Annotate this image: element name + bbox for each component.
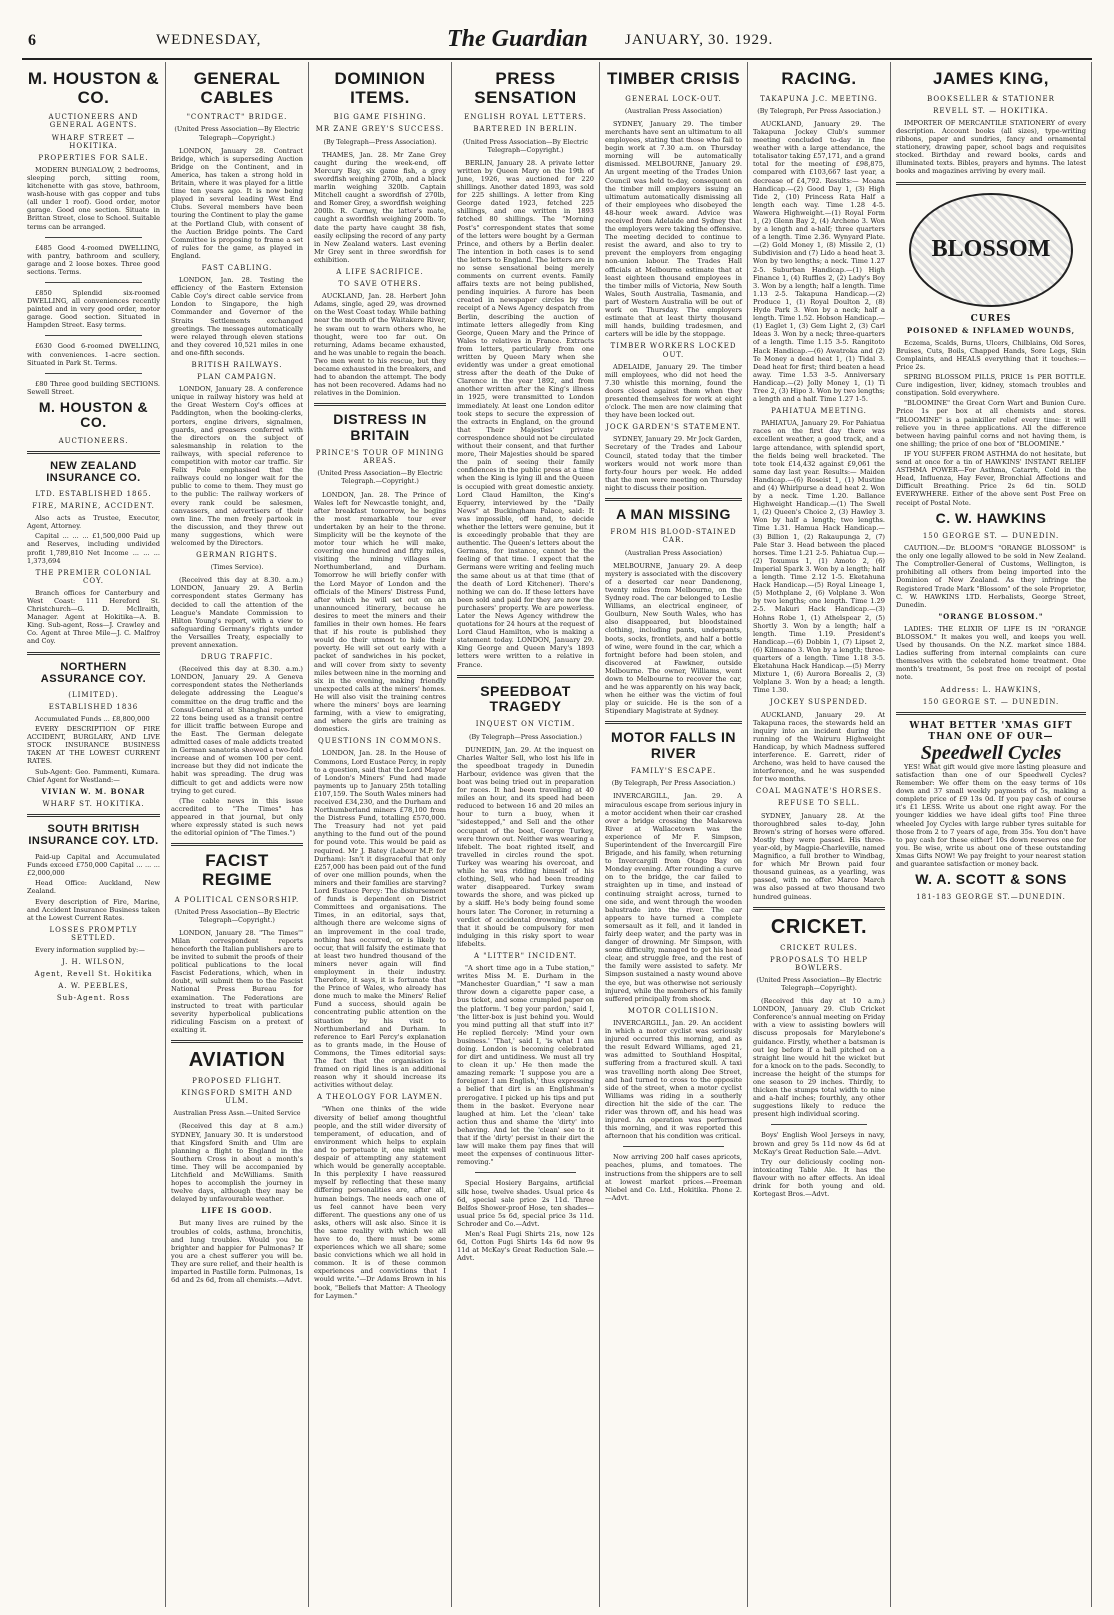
auctioneers-label: AUCTIONEERS. xyxy=(58,436,129,445)
article-subheading: QUESTIONS IN COMMONS. xyxy=(317,737,443,746)
article-text: AUCKLAND, January 29. The Takapuna Jockey Club's summer meeting concluded to-day in fine weather with a large attendance, the totalisator taking £57,171, and a grand total for the meeting of £98,875, compared with £103,667 last year, a decrease of £4,792. Results:— Moana Handicap.—(2) Good Day 1, (3) High Tide 2, (10) Princess Rata Half a length each way. Time 1.28 4-5. Wawera Highweight.—(1) Royal Form 1, (2) Glenn Bay 2, (4) Archeno 3. Won by a length and a-half; three quarters of a length. Time 2.36. Wynyard Plate.—(2) Gold Money 1, (8) Missile 2, (1) Subdivision and (7) Lido a head heat 3. Won by two lengths; a neck. Time 1.27 2-5. Suburban Handicap.—(1) High Finance 1, (4) Ruffles 2, (2) Lady's Boy 3. Won by a length; half a length. Time 1.13 2-5. Takapuna Handicap.—(2) Produce 1, (1) Royal Doulton 2, (8) Hyde Park 3. Won by a neck; half a length. Time 1.52. Hobson Handicap.—(1) Eaglet 1, (3) Gem Light 2, (3) Carl Ideas 3. Won by a neck; three-quarters of a length. Time 1.15 3-5. Rangitoto Hack Handicap.—(6) Awatroka and (2) Te Money a dead heat 1, (1) Tidal 3. Dead heat for first; third beaten a head away. Time 1.53 3-5. Anniversary Handicap.—(2) Jolly Money 1, (1) Ti Tree 2, (3) Hipo 3. Won by two lengths; a length and a half. Time 1.27 1-5. xyxy=(753,119,885,404)
property-listing: MODERN BUNGALOW, 2 bedrooms, sleeping porch, sitting room, kitchenette with gas stove, bathroom, wash-house with gas copper and tubs (all under 1 roof). Good order, motor garage. Good one section. Situate in Brittan Street, close to School. Suitable terms can be arranged. xyxy=(27,165,160,231)
masthead-month: JANUARY, xyxy=(625,32,704,48)
article-text: LONDON, Jan. 28. The Prince of Wales left for Newcastle tonight, and, after breakfast tomorrow, he begins the most remarkable tour ever undertaken by an heir to the throne. Simplicity will be the keynote of the motor tour which he will make, covering one hundred and fifty miles, visiting the mining villages in Northumberland, and Durham. Tomorrow he will briefly confer with the Lord Mayor of London and the officials of the Miners' Distress Fund, after which he will set out on an unannounced itinerary, because he desires to meet the miners and their families in their own homes. He fears that if his route is published they would do their utmost to hide their poverty. He will set out early with a packet of sandwiches in his pocket, and will cover from sixty to seventy miles between nine in the morning and six in the evening, making friendly unexpected calls at the miners' homes. He will also visit the training centres where the miners' boys are learning farming, with a view to emigrating, and where the girls are training as domestics. xyxy=(314,490,446,734)
bookseller-text: IMPORTER OF MERCANTILE STATIONERY of every description. Account books (all sizes), type-writing ribbons, paper and sundries, fancy and ornamental stationery, drawing paper, school bags and requisites stocked. Birthday and reward books, cards and illuminated texts. Bibles, prayers and hymns. The latest books and magazines arriving by every mail. xyxy=(896,118,1086,176)
speedboat-heading: SPEEDBOAT TRAGEDY xyxy=(480,682,571,715)
press-credit: (By Telegraph, Per Press Association.) xyxy=(611,779,736,788)
article-subheading: BRITISH RAILWAYS. xyxy=(191,361,283,369)
logo-text: BLOSSOM xyxy=(931,236,1051,263)
established-label: LTD. ESTABLISHED 1865. xyxy=(35,489,152,498)
houston-subheading: AUCTIONEERS AND GENERAL AGENTS. xyxy=(48,113,139,130)
article-text: INVERCARGILL, Jan. 29. An accident in which a motor cyclist was seriously injured occurred this morning, and as the result Edward Williams, aged 21, was admitted to Southland Hospital, suffering from a fractured skull. A taxi was travelling north along Dee Street, and had turned to cross to the opposite side of the street, when a motor cyclist Williams was riding in a southerly direction hit the side of the car. The rider was thrown off, and his head was injured. An operation was performed this morning, and it was reported this afternoon that his condition was critical. xyxy=(605,1018,742,1141)
article-subheading: FROM HIS BLOOD-STAINED CAR. xyxy=(610,528,737,545)
article-text: (Received this day at 10 a.m.) LONDON, January 29. Club Cricket Conference's annual meeting on Friday with a view to assisting bowlers will discuss proposals for Marylebone's guidance. Firstly, whether a batsman is out leg before if a ball pitched on a straight line would hit the wicket but for a knock on to the pads. Secondly, to increase the height of the stumps for one season to 29 inches. Thirdly, to thicken the stumps total width to nine and a-half inches; fourthly, any other suggestions likely to reduce the present high individual scoring. xyxy=(753,997,886,1119)
article-subheading: PLAN CAMPAIGN. xyxy=(197,373,277,382)
scott-sons-name: W. A. SCOTT & SONS xyxy=(915,871,1067,888)
agent-name: VIVIAN W. M. BONAR xyxy=(41,786,146,796)
scott-sons-address: 181-183 GEORGE ST.—DUNEDIN. xyxy=(916,893,1066,902)
article-subheading: ENGLISH ROYAL LETTERS. xyxy=(464,113,587,122)
press-credit: (By Telegraph, Per Press Association.) xyxy=(757,106,881,115)
press-credit: (By Telegraph—Press Association.) xyxy=(468,732,583,741)
press-credit: Australian Press Assn.—United Service xyxy=(173,1109,301,1118)
article-text: AUCKLAND, January 29. At Takapuna races, the stewards held an inquiry into an incident during the running of the Wairuru Highweight Handicap, by which Madness suffered interference. E. Garrett, rider of Archeno, was held to have caused the interference, and he was suspended for two months. xyxy=(753,710,885,784)
houston-heading-2: M. HOUSTON & CO. xyxy=(38,398,149,431)
cricket-heading: CRICKET. xyxy=(770,915,868,938)
address-label: Address: L. HAWKINS, xyxy=(940,685,1042,694)
article-subheading: DRUG TRAFFIC. xyxy=(200,653,274,662)
asthma-text: IF YOU SUFFER FROM ASTHMA do not hesitate, but send at once for a tin of HAWKINS' INSTANT RELIEF ASTHMA POWER—For Asthma, Catarrh, Cold in the Head, Influenza, Hay Fever, Bronchial Affections and Difficult Breathing. Price 2s 6d tin. SOLD EVERYWHERE. Either of the above sent Post Free on receipt of Postal Note. xyxy=(896,449,1086,507)
article-subheading: A POLITICAL CENSORSHIP. xyxy=(174,895,300,904)
press-credit: (United Press Association—By Electric Telegraph.—Copyright.) xyxy=(317,469,443,486)
article-subheading: GERMAN RIGHTS. xyxy=(196,551,278,560)
advert-text: Special Hosiery Bargains, artificial silk hose, twelve shades. Usual price 4s 6d, special sale price 2s 11d. Three Belfos Shower-proof Hose, ten shades—usual price 5s 6d, special price 3s 11d. Schroder and Co.—Advt. xyxy=(457,1179,594,1228)
article-subheading: REFUSE TO SELL. xyxy=(777,799,861,808)
article-text: SYDNEY, January 28. At the thoroughbred sales to-day, John Brown's string of horses were offered. Mostly they were passed. His three-year-old, by Magpie-Charleville, named Magnifico, a full brother to Windbag, for which Mr Brown paid four thousand guineas, as a yearling, was passed, with no offer. Marco March was also passed at two thousand two hundred guineas. xyxy=(753,811,885,901)
northern-assurance-heading: NORTHERN ASSURANCE COY. xyxy=(40,660,147,685)
caution-text: CAUTION.—Dr. BLOOM'S "ORANGE BLOSSOM" is the only one legally allowed to be sold in New Zealand. The Comptroller-General of Customs, Wellington, is prohibiting all others from being imported into the Dominion of New Zealand. As they infringe the Registered Trade Mark "Blossom" of the sole Proprietor, C. W. HAWKINS LTD. Herbalists, George Street, Dunedin. xyxy=(896,544,1086,609)
advert-text: Men's Real Fugi Shirts 21s, now 12s 6d, Cotton Fugi Shirts 14s 6d now 9s 11d at McKay's Great Reduction Sale.—Advt. xyxy=(457,1229,594,1263)
insurance-text: Every description of Fire, Marine, and Accident Insurance Business taken at the Lowest Current Rates. xyxy=(27,897,160,922)
press-credit: (United Press Association—By Electric Telegraph—Copyright.) xyxy=(174,907,300,924)
cures-label: CURES xyxy=(970,313,1012,324)
article-text: SYDNEY, January 29. Mr Jock Garden, Secretary of the Trades and Labour Council, stated today that the timber workers would not work more than forty-four hours per week. He added that the men were meeting on Thursday night to discuss their position. xyxy=(605,435,742,492)
agent-address: Sub-Agent. Ross xyxy=(56,994,131,1003)
address-label: 150 GEORGE ST. — DUNEDIN. xyxy=(922,697,1060,706)
article-subheading: JOCKEY SUSPENDED. xyxy=(770,698,868,707)
premier-label: THE PREMIER COLONIAL COY. xyxy=(35,568,152,585)
article-subheading: MR ZANE GREY'S SUCCESS. xyxy=(315,125,445,134)
press-sensation-heading: PRESS SENSATION xyxy=(474,69,577,107)
losses-label: LOSSES PROMPTLY SETTLED. xyxy=(49,925,138,942)
article-subheading: KINGSFORD SMITH AND ULM. xyxy=(181,1089,293,1106)
hawkins-address: 150 GEORGE ST. — DUNEDIN. xyxy=(922,531,1060,540)
properties-heading: PROPERTIES FOR SALE. xyxy=(38,153,149,162)
head-office-text: Head Office: Auckland, New Zealand. xyxy=(27,879,160,896)
advert-text: Try our deliciously cooling non-intoxicating Table Ale. It has the flavour with no after effects. An ideal drink for both young and old. Kortegast Bros.—Advt. xyxy=(753,1157,885,1199)
article-subheading: BIG GAME FISHING. xyxy=(333,113,427,122)
column-4 xyxy=(452,62,600,1607)
property-listing: £630 Good 6-roomed DWELLING, with conveniences. 1-acre section. Situated in Park St. Terms. xyxy=(27,342,160,367)
article-subheading: PAHIATUA MEETING. xyxy=(771,407,867,416)
article-subheading: GENERAL LOCK-OUT. xyxy=(625,94,722,103)
article-subheading: PROPOSED FLIGHT. xyxy=(192,1077,282,1086)
funds-text: Accumulated Funds ... £8,800,000 xyxy=(35,714,150,723)
james-king-heading: JAMES KING, xyxy=(932,69,1050,88)
press-credit: (United Press Association—By Electric Telegraph—Copyright.) xyxy=(462,137,589,154)
pills-text: SPRING BLOSSOM PILLS, PRICE 1s PER BOTTLE. Cure indigestion, liver, kidney, stomach troubles and constipation. Sold everywhere. xyxy=(896,373,1086,398)
agent-address: WHARF ST. HOKITIKA. xyxy=(42,799,145,808)
orange-blossom-label: "ORANGE BLOSSOM." xyxy=(938,611,1044,621)
agent-name: J. H. WILSON, xyxy=(61,958,126,967)
article-subheading: PROPOSALS TO HELP BOWLERS. xyxy=(770,955,868,972)
article-text: DUNEDIN, Jan. 29. At the inquest on Charles Walter Sell, who lost his life in the speedboat tragedy in Dunedin Harbour, evidence was given that the boat was being tried out in preparation for races. It had been travelling at 40 miles an hour, and its speed had been reduced to between 16 and 20 miles an hour to turn a buoy, when it "sidestepped," and Sell and the other occupant of the boat, George Turkey, were thrown out. Neither was wearing a lifebelt. The boat righted itself, and travelled in circles round the spot. Turkey was wearing his overcoat, and while he was ridding himself of his clothing, Sell, who had been treading water disappeared. Turkey swam towards the shore, and was picked up by a skiff. He's body being found some hours later. The Coroner, in returning a verdict of accidental drowning, stated that it should be compulsory for men indulging in this risky sport to wear lifebelts. xyxy=(457,745,594,948)
article-text: (Received this day at 8.30. a.m.) LONDON, January 29. A Geneva correspondent states the Netherlands delegate addressing the League's committee on the drug traffic and the Consul-General at Shanghai reported 22 tons being used as a transit centre for illicit traffic between Europe and the East. The German delegate admitted cases of male addicts treated in German sanatoria showed a two-fold increase and of women 100 per cent. increase but they did not indicate the habit was spreading. The drug was difficult to get and addicts were now trying to get cured. xyxy=(171,665,303,795)
timber-crisis-heading: TIMBER CRISIS xyxy=(606,69,741,88)
xmas-gift-label: WHAT BETTER 'XMAS GIFT THAN ONE OF OUR— xyxy=(909,720,1073,742)
newspaper-title: The Guardian xyxy=(447,26,588,52)
racing-heading: RACING. xyxy=(781,69,857,88)
article-subheading: A "LITTER" INCIDENT. xyxy=(474,951,577,960)
masthead-day: WEDNESDAY, xyxy=(156,32,262,48)
page-number: 6 xyxy=(28,32,37,49)
houston-heading: M. HOUSTON & CO. xyxy=(27,69,160,107)
bloomine-text: "BLOOMINE" the Great Corn Wart and Bunion Cure. Price 1s per box at all chemists and stores. "BLOOMINE" is a painkiller relief every time: it will relieve you in three applications. All the difference between having painful corns and not having them, is one shilling; the price of one box of "BLOOMINE." xyxy=(896,399,1086,448)
press-credit: (Australian Press Association) xyxy=(624,548,723,557)
press-credit: (Times Service). xyxy=(210,563,264,572)
article-text: (Received this day at 8 a.m.) SYDNEY, January 30. It is understood that Kingsford Smith and Ulm are planning a flight to England in the Southern Cross in about a month's time. They will be accompanied by Litchfield and McWilliams. Smith hopes to accomplish the journey in twelve days, although they may be delayed by unfavourable weather. xyxy=(171,1122,303,1204)
article-text: LONDON, Jan. 28. Testing the efficiency of the Eastern Extension Cable Coy's direct cable service from London to Singapore, the high Commander and Governor of the Straits Settlements exchanged greetings. The messages automatically were relayed through eleven stations and they covered 10,521 miles in one and one-fifth seconds. xyxy=(171,276,303,357)
agent-address: Agent, Revell St. Hokitika xyxy=(34,970,153,979)
column-3 xyxy=(309,62,452,1607)
article-text: MELBOURNE, January 29. A deep mystery is associated with the discovery of a deserted car near Dandenong, twenty miles from Melbourne, on the Sydney road. The car belonged to Leslie Williams, an electrical engineer, of Goulburn, New South Wales, who has also disappeared, but bloodstained clothing, including pants, underpants, boots, socks, frontlets, and half a bottle of wine, were found in the car, which a fortnight before had been stolen, and discovered at Fawkner, outside Melbourne. The owner, Williams, went down to Melbourne to recover the car, and he was apparently on his way back, when he either was the victim of foul play or suicide. He is the son of a Stipendiary Magistrate at Sydney. xyxy=(605,561,742,716)
article-subheading: TIMBER WORKERS LOCKED OUT. xyxy=(610,342,737,359)
article-text: PAHIATUA, January 29. For Pahiatua races on the first day there was excellent weather, a good track, and a large attendance, with splendid sport, the fields being well bracketed. The tote took £14,432 against £9,061 the same day last year. Results:— Maiden Handicap.—(6) Roseist 1, (1) Mustine and (4) Whirlpurse a dead heat 2. Won by a neck. Time 1.20. Ballance Highweight Handicap.—(1) The Swell 1, (2) Queen's Choice 2, (3) Hawley 3. Won by half a length; two lengths. Time 1.31. Hamua Hack Handicap.—(3) Billion 1, (2) Rakaupunga 2, (7) Pale Star 3. Head between the placed horses. Time 1.21 2-5. Pahiatua Cup.—(2) Toxumus 1, (1) Amoto 2, (6) Imperial Spark 3. Won by a length; half a length. Time 2.12 1-5. Eketahuna Hack Handicap.—(5) Royal Lineage 1, (5) Mothplane 2, (6) Volplane 3. Won by two lengths; one length. Time 1.29 2-5. Makuri Hack Handicap.—(3) Hohns Robe 1, (1) Athelspear 2, (5) Shortly 3. Won by a length; half a length. Time 1.19. President's Handicap.—(6) Dobbin 1, (7) Lipset 2, (6) Kilmeano 3. Won by a length; three-quarters of a length. Time 1.18 3-5. Eketahuna Hack Handicap.—(5) Merry Mixture 1, (6) Aurora Borealis 2, (3) Volplane 3. Won by a head; a length. Time 1.30. xyxy=(753,419,885,695)
property-listing: £80 Three good building SECTIONS. Sewell Street. xyxy=(27,379,160,396)
article-subheading: FAMILY'S ESCAPE. xyxy=(630,767,717,776)
column-2 xyxy=(166,62,309,1607)
masthead xyxy=(22,24,1092,60)
article-subheading: "CONTRACT" BRIDGE. xyxy=(186,113,288,122)
article-subheading: A LIFE SACRIFICE. xyxy=(336,267,424,276)
article-text: "A short time ago in a Tube station," writes Miss M. E. Durham in the "Manchester Guardian," "I saw a man throw down a cigarette paper case, a bus ticket, and some crumpled paper on the platform. 'I beg your pardon,' said I, 'the litter-box is just behind you. Would you mind putting all that stuff into it?' He replied fiercely: 'Mind your own business.' 'That,' said I, 'is what I am doing. London is becoming celebrated for dirt and untidiness. We must all try to clean it up.' He then made the amazing remark: 'I suppose you are a foreigner. I am English,' thus expressing a belief that dirt is an Englishman's prerogative. I picked up his tips and put them in the basket. Everyone near laughed at him. Let the 'clean' take action thus and shame the 'dirty' into behaving. And let the 'clean' see to it that if the 'dirty' persist in their dirt the law will make them pay fines that will meet the expenses of continuous litter-removing." xyxy=(457,964,594,1167)
article-text: (The cable news in this issue accredited to "The Times" has appeared in that journal, but only where expressly stated is such news the editorial opinion of "The Times.") xyxy=(171,796,303,838)
column-6 xyxy=(748,62,891,1607)
insurance-text: EVERY DESCRIPTION OF FIRE ACCIDENT, BURGLARY, AND LIVE STOCK INSURANCE BUSINESS TAKEN AT THE LOWEST CURRENT RATES. xyxy=(27,725,160,766)
column-5 xyxy=(600,62,748,1607)
facist-regime-heading: FACIST REGIME xyxy=(201,851,273,889)
insurance-text: Also acts as Trustee, Executor, Agent, Attorney. xyxy=(27,514,160,531)
article-subheading: MOTOR COLLISION. xyxy=(627,1006,720,1015)
article-text: INVERCARGILL, Jan. 29. A miraculous escape from serious injury in a motor accident when their car crashed over a bridge crossing the Makarewa River at Wallacetown was the experience of Mr F. Simpson, Superintendent of the Invercargill Fire Brigade, and his family, when returning to Invercargill from Otago Bay on Monday evening. After rounding a curve on to the bridge, the car failed to straighten up in time, and instead of continuing straight across, turned to one side, and went through the wooden balustrade into the river. The car appears to have turned a complete somersault as it fell, and it landed in fairly deep water, and the party was in danger of drowning. Mr Simpson, with some difficulty, managed to get his head clear, and struggle free, and the rest of the family were assisted to safety. Mr Simpson sustained a nasty wound above the eye, but was otherwise not seriously injured, while the members of his family suffered principally from shock. xyxy=(605,792,742,1003)
ladies-text: LADIES: THE ELIXIR OF LIFE IS IN "ORANGE BLOSSOM." It makes you well, and keeps you well. Used by thousands. On the N.Z. market since 1884. Ladies suffering from internal complaints can cure themselves with the celebrated home treatment. One month's treatment, 5s post free on receipt of postal note. xyxy=(896,624,1086,682)
ointment-text: Eczema, Scalds, Burns, Ulcers, Chilblains, Old Sores, Bruises, Cuts, Boils, Chapped Hands, Sore Legs, Skin Complaints, and HEALS everything that it touches:—Price 2s. xyxy=(896,338,1086,371)
article-subheading: COAL MAGNATE'S HORSES. xyxy=(755,787,883,796)
article-subheading: INQUEST ON VICTIM. xyxy=(475,720,576,729)
advert-text: But many lives are ruined by the troubles of colds, asthma, bronchitis, and lung troubles. Would you be brighter and happier for Pulmonas? If you are a chest sufferer you will be. They are sure relief, and their health is imparted in Pastille form. Pulmonas, 1s 6d and 2s 6d, from all chemists.—Advt. xyxy=(171,1219,303,1285)
article-text: LONDON, January 28. Contract Bridge, which is superseding Auction Bridge on the Continent, and in America, has taken a strong hold in Britain, where it was played for a little time ten years ago. It is now being played in several leading West End Clubs. Several members have been touring the Continent to play the game at the Portland Club, with consent of the Auction Bridge points. The Card Committee is proposing to frame a set of rules for the game, as played in England. xyxy=(171,146,303,260)
dominion-items-heading: DOMINION ITEMS. xyxy=(334,69,426,107)
article-text: (Received this day at 8.30. a.m.) LONDON, January 29. A Berlin correspondent states Germany has decided to call the attention of the League's Mandate Commission to Hilton Young's report, with a view to safeguarding Germany's rights under the Versailles Treaty, especially to prevent annexation. xyxy=(171,576,303,649)
branch-offices-text: Branch offices for Canterbury and West Coast: 111 Hereford St. Christchurch—G. D. McIlraith, Manager. Agent at Hokitika—A. B. King. Sub-agent, Ross—J. Crawley and Co. Agent at Three Mile—J. C. Malfroy and Coy. xyxy=(27,588,160,646)
property-listing: £485 Good 4-roomed DWELLING, with pantry, bathroom and scullery, garage and 2 loose boxes. Three good sections. Terms. xyxy=(27,243,160,276)
press-credit: (Australian Press Association) xyxy=(624,106,723,115)
article-text: LONDON, January 28. A conference unique in railway history was held at the Great Western Coy's offices at Paddington, when the booking-clerks, porters, engine drivers, signalmen, guards, and greasers conferred with the directors on the subject of salesmanship in relation to the railways, with special reference to competition with motor car traffic. Sir Felix Pole emphasised that the railways could no longer wait for the public to come to them. They must go to the public: The railway workers of every rank could be salesmen, canvassers, and advertisers of their own line. The men freely partook in the discussion, and they threw out many suggestions, which were welcomed by the Directors. xyxy=(171,385,303,547)
masthead-date: 30. 1929. xyxy=(708,32,774,48)
distress-heading: DISTRESS IN BRITAIN xyxy=(333,411,427,443)
information-text: Every information supplied by:— xyxy=(35,946,145,954)
article-text: BERLIN, January 28. A private letter written by Queen Mary on the 19th of June, 1926, was auctioned for 220 shillings. Another dated 1893, was sold for 225 shillings. A letter from King George dated 1923, fetched 225 shillings, and one written in 1893 fetched 80 shillings. The "Morning Post's" correspondent states that some of the letters were bought by a German Prince, and others by a Berlin dealer. The intention in both cases is to send the letters to England. The letters are in no sense sensational being merely comments on current events. Family affairs texts are not being published, pending inquiries. A furore has been created in newspaper circles by the receipt of a News Agency despatch from Berlin, describing the auction of intimate letters allegedly from King George, Queen Mary and the Prince of Wales to relatives in France. Extracts from letters, particularly from one written by Queen Mary when she evidently was under a great emotional stress after the death of the Duke of Clarence in the year 1892, and from another written after the King's illness in 1925, were transmitted to London immediately. At least one London editor took steps to secure the expression of the extracts in England, on the ground that Their Majesties' private correspondence should not be circulated without their consent, and that further more, Their Majesties should be spared the pain of seeing their family confidences in the public press at a time when the King is lying ill and the Queen is occupied with great domestic anxiety. Lord Claud Hamilton, the King's Equerry, interviewed by the "Daily News" at Buckingham Palace, said: It was impossible, off hand, to decide whether the letters were genuine, but it is exceedingly probable that they are authentic. The Queen's letters about the Germans, for instance, cannot be the feeling of that time. I expect that the Germans were writing and feeling much the same about us at that time (that of the death of Lord Kitchener). There's nothing we can do. If these letters have been sold and paid for they are now the purchasers' property. We are powerless. Later the News Agency withdrew the quotations for 24 hours at the request of Lord Claud Hamilton, who is making a statement today. LONDON, January 29. King George and Queen Mary's 1893 letters were written to a relative in France. xyxy=(457,158,594,669)
article-subheading: TO SAVE OTHERS. xyxy=(338,280,422,289)
hawkins-name: C. W. HAWKINS xyxy=(935,509,1047,526)
general-cables-heading: GENERAL CABLES xyxy=(193,69,281,107)
capital-text: Capital ... ... ... £1,500,000 Paid up and Reserves, including undivided profit 1,789,810 Net Income ... ... ... 1,373,694 xyxy=(27,532,160,565)
insurance-types: FIRE, MARINE, ACCIDENT. xyxy=(32,502,155,511)
limited-label: (LIMITED). xyxy=(68,690,119,699)
press-credit: (By Telegraph—Press Association). xyxy=(323,137,437,146)
aviation-heading: AVIATION xyxy=(188,1049,286,1072)
article-subheading: CRICKET RULES. xyxy=(780,943,858,952)
cycles-text: YES! What gift would give more lasting pleasure and satisfaction than one of our Speedwell Cycles? Remember: We offer them on the easy terms of 10s down and 37 small weekly payments of 5s, making a complete price of £9 13s 0d. If you pay cash of course it's £1 LESS. Write us about one right away. For the younger kiddies we have ideal gifts too! Fine three wheeled Joy Cycles with large rubber tyres suitable for those from 2 to 7 years of age, from 35s. You don't have to pay cash for these either! 10s down reserves one for you. Be wise, write us about one of these outstanding Xmas Gifts NOW! We pay freight to your nearest station and guarantee satisfaction or money back. xyxy=(896,762,1086,868)
agent-name: A. W. PEEBLES, xyxy=(58,982,129,991)
bookseller-label: BOOKSELLER & STATIONER xyxy=(927,94,1055,103)
article-subheading: PRINCE'S TOUR OF MINING AREAS. xyxy=(315,449,445,466)
bookseller-address: REVELL ST. — HOKITIKA. xyxy=(933,106,1049,115)
column-1 xyxy=(22,62,166,1607)
houston-address: WHARF STREET — HOKITIKA. xyxy=(51,133,136,150)
established-label: ESTABLISHED 1836 xyxy=(48,702,139,711)
capital-text: Paid-up Capital and Accumulated Funds exceed £750,000 Capital ... ... ... £2,000,000 xyxy=(27,853,160,878)
article-text: LONDON, January 28. "The Times'" Milan correspondent reports henceforth the Italian publishers are to be invited to submit the proofs of their political publications to the local Fascist Federations, which, when in doubt, will submit them to the Fascist National Press Bureau for examination. The Federations are instructed to treat with particular severity hyperbolical publications ridiculing Fascism on a pretext of exalting it. xyxy=(171,928,303,1034)
article-text: AUCKLAND, Jan. 28. Herbert John Adams, single, aged 29, was drowned on the West Coast today. While bathing near the mouth of the Waitakere River, he swam out to warn others who, he thought, were too far out. On returning, Adams became exhausted, and he was unable to regain the beach. Two men went to his rescue, but they became exhausted in the breakers, and had to abandon the attempt. The body has not been recovered. Adams had no relatives in the Dominion. xyxy=(314,292,446,398)
property-listing: £850 Splendid six-roomed DWELLING, all conveniences recently painted and in very good order, motor garage. Good section. Situated in Hampden Street. Easy terms. xyxy=(27,288,160,330)
article-subheading: A THEOLOGY FOR LAYMEN. xyxy=(317,1093,443,1102)
advert-heading: LIFE IS GOOD. xyxy=(201,1206,273,1216)
south-british-heading: SOUTH BRITISH INSURANCE COY. LTD. xyxy=(28,822,159,847)
speedwell-cycles-heading: Speedwell Cycles xyxy=(920,741,1062,764)
article-text: THAMES, Jan. 28. Mr Zane Grey caught during the week-end, off Mercury Bay, six game fish, a grey swordfish weighing 270lb, and a black marlin weighing 320lb. Captain Mitchell caught a swordfish of 270lb, and Romer Grey, a swordfish weighing 200lb. R. Carney, the latter's mate, caught a swordfish weighing 200lb. To date the party have caught 38 fish, easily eclipsing the record of any party in New Zealand waters. Last evening Mr Grey sent in three swordfish for exhibition. xyxy=(314,150,446,264)
article-text: SYDNEY, January 29. The timber merchants have sent an ultimatum to all employees, stating that those who fail to begin work at 7.30 a.m. on Thursday morning will be automatically dismissed. MELBOURNE, January 29. An urgent meeting of the Trades Union Council was held to-day, consequent on the timber mill employers issuing an ultimatum automatically dismissing all of their employees who disobeyed the 48-hour week award. Advice was received from Adelaide and Sydney that the employers were taking the offensive. The meeting decided to continue to resist the award, and also to try to prevent the employers from engaging non-union labour. The Trades Hall officials at Melbourne estimate that at least eighteen thousand employees in the timber mills of Victoria, New South Wales, South Australia, Tasmania, and part of Western Australia will be out of work on Thursday. The employers estimate that at least thirty thousand mill hands, building tradesmen, and carters will be idle by the stoppage. xyxy=(605,119,742,339)
press-credit: (United Press Association—By Electric Telegraph—Copyright.) xyxy=(174,125,300,142)
wounds-label: POISONED & INFLAMED WOUNDS, xyxy=(906,325,1076,335)
motor-falls-heading: MOTOR FALLS IN RIVER xyxy=(611,729,736,761)
advert-text: Now arriving 200 half cases apricots, peaches, plums, and tomatoes. The instructions from the shippers are to sell at lowest market prices.—Freeman Niebel and Co. Ltd., Hokitika. Phone 2.—Advt. xyxy=(605,1153,742,1202)
column-7 xyxy=(891,62,1092,1607)
advert-text: Boys' English Wool Jerseys in navy, brown and grey 5s 11d now 4s 6d at McKay's Great Reduction Sale.—Advt. xyxy=(753,1131,885,1156)
article-text: ADELAIDE, January 29. The timber mill employees, who did not heed the 7.30 whistle this morning, found the doors closed against them when they presented themselves for work at eight o'clock. The men are now claiming that they have been locked out. xyxy=(605,362,742,420)
spring-blossom-ointment-logo xyxy=(909,193,1073,307)
article-text: LONDON, Jan. 28. In the House of Commons, Lord Eustace Percy, in reply to a question, said that the Lord Mayor of London's Miners' Fund had made payments up to January 25th totalling £107,159. The South Wales miners had received £34,230, and the Durham and Northumberland miners £78,100 from the Distress Fund, totalling £570,000. The Treasury had not yet paid anything to the fund out of the pound for pound vote. This would be paid as required. Mr J. Batey (Labour M.P. for Durham): Isn't it disgraceful that only £257,000 has been paid out of the fund of over one million pounds, when the miners and their families are starving? Lord Eustace Percy: The disbursement of funds is dependent on District Committees and organisations. The Times, in an editorial, says that, although there are welcome signs of an improvement in the coal trade, nothing has occurred, or is likely to occur, that will falsify the estimate that at least two hundred thousand of the miners never again will find employment in their industry. Therefore, it says, it is fortunate that the Prince of Wales, who already has done much to make the Miners' Relief Fund a success, should again be concentrating public attention on the situation by his visit to Northumberland and Durham. In reference to Earl Percy's explanation as to grants made, in the House of Commons, the Times editorial says: The fact that the organisation is framed on rigid lines is an additional reason why it should increase its activities without delay. xyxy=(314,749,446,1090)
agent-text: Sub-Agent: Geo. Pammenti, Kumara. Chief Agent for Westland:— xyxy=(27,767,160,784)
article-subheading: TAKAPUNA J.C. MEETING. xyxy=(760,94,878,103)
press-credit: (United Press Association—By Electric Telegraph—Copyright). xyxy=(756,975,882,992)
article-subheading: BARTERED IN BERLIN. xyxy=(473,125,578,134)
article-subheading: JOCK GARDEN'S STATEMENT. xyxy=(606,423,741,432)
man-missing-heading: A MAN MISSING xyxy=(616,506,731,522)
nz-insurance-heading: NEW ZEALAND INSURANCE CO. xyxy=(46,459,141,484)
article-subheading: FAST CABLING. xyxy=(201,263,273,272)
article-text: "When one thinks of the wide diversity of belief among thoughtful people, and the still wider diversity of temperament, of education, and of environment which helps to explain and to perpetuate it, one might well despair of attempting any statement which would be generally acceptable. In this perplexity I have reassured myself by reflecting that these many differing personalities are, after all, human beings. The needs each one of us feel cannot have been very different. The questions any one of us asks, others will ask also. Since it is the same reality with which we all have to do, there must be some experiences which we all share; some basic convictions which we all hold in common. It is of these common experiences and convictions that I would write."—Dr Adams Brown in his book, "Beliefs that Matter: A Theology for Laymen." xyxy=(314,1105,446,1300)
